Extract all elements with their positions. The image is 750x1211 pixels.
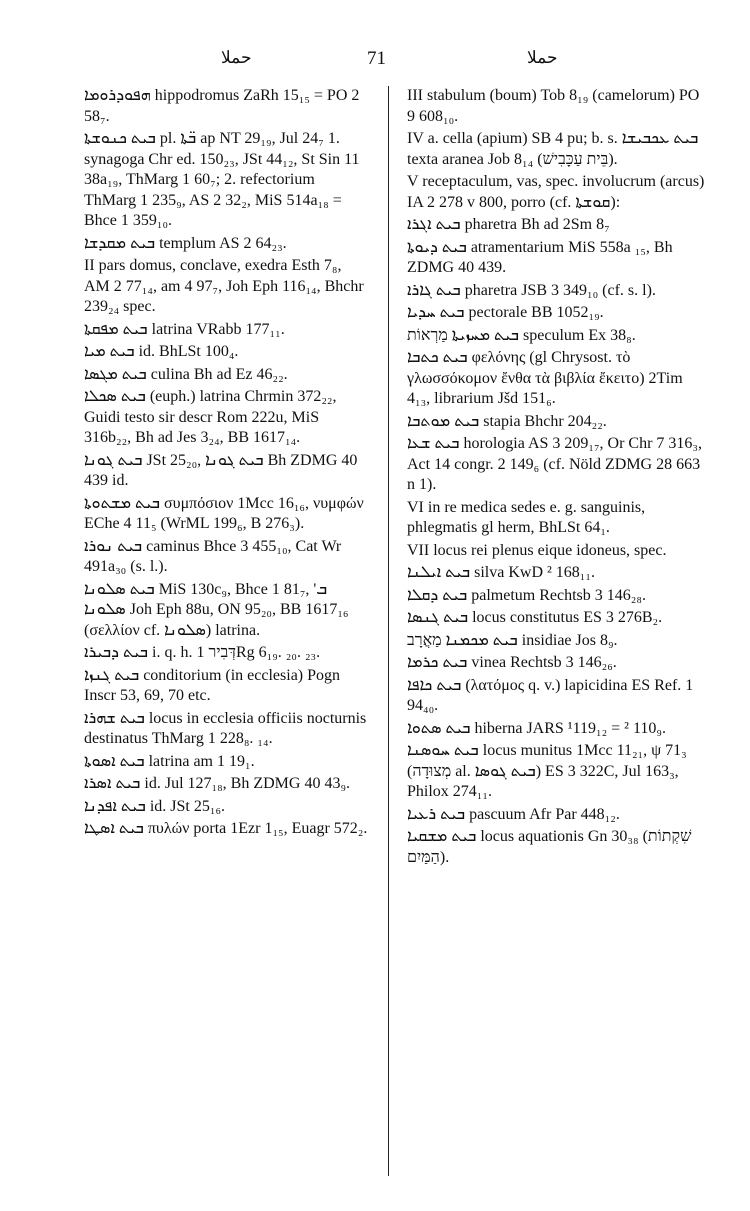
dictionary-entry: ܒܝܬ ܡܫܩܝܐ locus aquationis Gn 30₃₈ (שִׁקְתוֹת הַמַּיִם). [407, 828, 692, 866]
header-left-word: حملا [221, 48, 252, 67]
dictionary-entry: ܗܦܘܕܪܘܡܐ hippodromus ZaRh 15₁₅ = PO 2 58₇. [84, 87, 360, 125]
dictionary-entry: ܒܝܬ ܕܝܘܬܐ atramentarium MiS 558a ₁₅, Bh ZDMG 40 439. [407, 238, 673, 276]
dictionary-entry: ܒܝܬ ܕܩܠܐ palmetum Rechtsb 3 146₂₈. [407, 586, 646, 604]
left-column [84, 86, 370, 842]
dictionary-entry: ܒܝܬ ܡܝܐ id. BhLSt 100₄. [84, 343, 239, 360]
dictionary-entry: VII locus rei plenus eique idoneus, spec. [407, 541, 667, 559]
dictionary-entry: ܒܝܬ ܚܕܝܐ pectorale BB 1052₁₉. [407, 304, 604, 321]
dictionary-entry: ܒܝܬ ܟܪܡܐ vinea Rechtsb 3 146₂₆. [407, 654, 617, 671]
dictionary-entry: ܒܝܬ ܟܬܒܐ φελόνης (gl Chrysost. τὸ γλωσσόκομον ἔνθα τὰ βιβλία ἔκειτο) 2Tim 4₁₃, librarium Jšd 151₆. [407, 349, 683, 407]
dictionary-entry: ܒܝܬ ܡܩܕܫܐ templum AS 2 64₂₃. [84, 234, 287, 252]
dictionary-entry: ܒܝܬ ܟܢܘܫܬܐ pl. ܒ̈ܬܐ ap NT 29₁₉, Jul 24₇ 1. synagoga Chr ed. 150₂₃, JSt 44₁₂, St Sin 11 38a₁₉, ThMarg 1 60₇; 2. refectorium ThMarg 1 235₉, AS 2 32₂, MiS 514a₁₈ = Bhce 1 359₁₀. [84, 130, 360, 229]
column-divider [388, 86, 389, 1176]
dictionary-entry: ܒܝܬ ܕܒܝܪܐ i. q. h. דְּבִיר 1Rg 6₁₉. ₂₀. ₂₃. [84, 644, 321, 661]
dictionary-entry: ܒܝܬ ܐܣܛܐ πυλών porta 1Ezr 1₁₅, Euagr 572₂. [84, 820, 368, 837]
dictionary-entry: ܒܝܬ ܟܐܦܐ (λατόμος q. v.) lapicidina ES Ref. 1 94₄₀. [407, 676, 694, 714]
dictionary-entry: ܒܝܬ ܡܟܡܢܐ מַאֲרָב insidiae Jos 8₉. [407, 631, 618, 649]
dictionary-entry: ܒܝܬ ܐܦܕܢܐ id. JSt 25₁₆. [84, 797, 226, 815]
dictionary-entry: ܒܝܬ ܐܣܪܐ id. Jul 127₁₈, Bh ZDMG 40 43₉. [84, 775, 351, 792]
dictionary-entry: ܒܝܬ ܫܥܐ horologia AS 3 209₁₇, Or Chr 7 316₃, Act 14 congr. 2 149₆ (cf. Nöld ZDMG 28 663 n 1). [407, 435, 703, 493]
dictionary-entry: II pars domus, conclave, exedra Esth 7₈, AM 2 77₁₄, am 4 97₇, Joh Eph 116₁₄, Bhchr 239₂₄ spec. [84, 257, 364, 315]
dictionary-entry: ܒܝܬ ܣܟܠܐ (euph.) latrina Chrmin 372₂₂, Guidi testo sir descr Rom 222u, MiS 316b₂₂, Bh ad Jes 3₂₄, BB 1617₁₄. [84, 388, 337, 446]
dictionary-entry: ܒܝܬ ܐܝܠܢܐ silva KwD ² 168₁₁. [407, 564, 595, 581]
dictionary-entry: IV a. cella (apium) SB 4 pu; b. s. ܒܝܬ ܥܟܒܝܫܐ texta aranea Job 8₁₄ (בֵּית עַכָּבִישׁ). [407, 130, 699, 168]
dictionary-entry: ܒܝܬ ܡܘܬܒܐ stapia Bhchr 204₂₂. [407, 412, 607, 430]
right-column [407, 86, 707, 870]
dictionary-entry: ܒܝܬ ܓܢܣܐ locus constitutus ES 3 276B₂. [407, 609, 663, 626]
dictionary-entry: ܒܝܬ ܓܐܪܐ pharetra JSB 3 349₁₀ (cf. s. l). [407, 281, 656, 299]
dictionary-entry: VI in re medica sedes e. g. sanguinis, phlegmatis gl herm, BhLSt 64₁. [407, 498, 646, 536]
dictionary-entry: ܒܝܬ ܐܓܪܐ pharetra Bh ad 2Sm 8₇ [407, 216, 610, 233]
dictionary-entry: ܒܝܬ ܪܥܝܐ pascuum Afr Par 448₁₂. [407, 805, 620, 823]
dictionary-entry: ܒܝܬ ܣܬܘܐ hiberna JARS ¹119₁₂ = ² 110₉. [407, 719, 666, 737]
dictionary-entry: ܒܝܬ ܡܫܬܘܬܐ συμπόσιον 1Mcc 16₁₆, νυμφών EChe 4 11₅ (WrML 199₆, B 276₃). [84, 494, 364, 532]
dictionary-entry: ܒܝܬ ܓܘܢܐ JSt 25₂₀, ܒܝܬ ܓܘܢܐ Bh ZDMG 40 439 id. [84, 451, 358, 489]
header-right-word: حملا [527, 48, 558, 67]
dictionary-entry: III stabulum (boum) Tob 8₁₉ (camelorum) PO 9 608₁₀. [407, 87, 700, 125]
dictionary-entry: ܒܝܬ ܓܢܙܐ conditorium (in ecclesia) Pogn Inscr 53, 69, 70 etc. [84, 666, 341, 704]
dictionary-entry: ܒܝܬ ܡܦܩܬܐ latrina VRabb 177₁₁. [84, 320, 285, 338]
dictionary-entry: ܒܝܬ ܡܚܙܝܬܐ מַרְאוֹת speculum Ex 38₈. [407, 326, 636, 344]
page-number: 71 [367, 48, 386, 69]
dictionary-entry: ܒܝܬ ܡܓܣܐ culina Bh ad Ez 46₂₂. [84, 365, 288, 383]
dictionary-entry: V receptaculum, vas, spec. involucrum (arcus) IA 2 278 v 800, porro (cf. ܩܘܫܬܐ): [407, 173, 705, 211]
dictionary-entry: ܒܝܬ ܫܗܪܐ locus in ecclesia officiis nocturnis destinatus ThMarg 1 228₈. ₁₄. [84, 709, 367, 747]
dictionary-entry: ܒܝܬ ܐܣܘܬܐ latrina am 1 19₁. [84, 752, 255, 770]
dictionary-entry: ܒܝܬ ܢܘܪܐ caminus Bhce 3 455₁₀, Cat Wr 491a₃₀ (s. l.). [84, 537, 342, 575]
dictionary-entry: ܒܝܬ ܣܠܘܢܐ MiS 130c₉, Bhce 1 81₇, ܒ' ܣܠܘܢܐ Joh Eph 88u, ON 95₂₀, BB 1617₁₆ (σελλίον cf. ܣܠܘܢܐ) latrina. [84, 580, 349, 639]
dictionary-entry: ܒܝܬ ܚܘܣܢܐ locus munitus 1Mcc 11₂₁, ψ 71₃ (מְצוּדָה al. ܒܝܬ ܓܘܣܐ) ES 3 322C, Jul 163₃, Philox 274₁₁. [407, 742, 687, 800]
